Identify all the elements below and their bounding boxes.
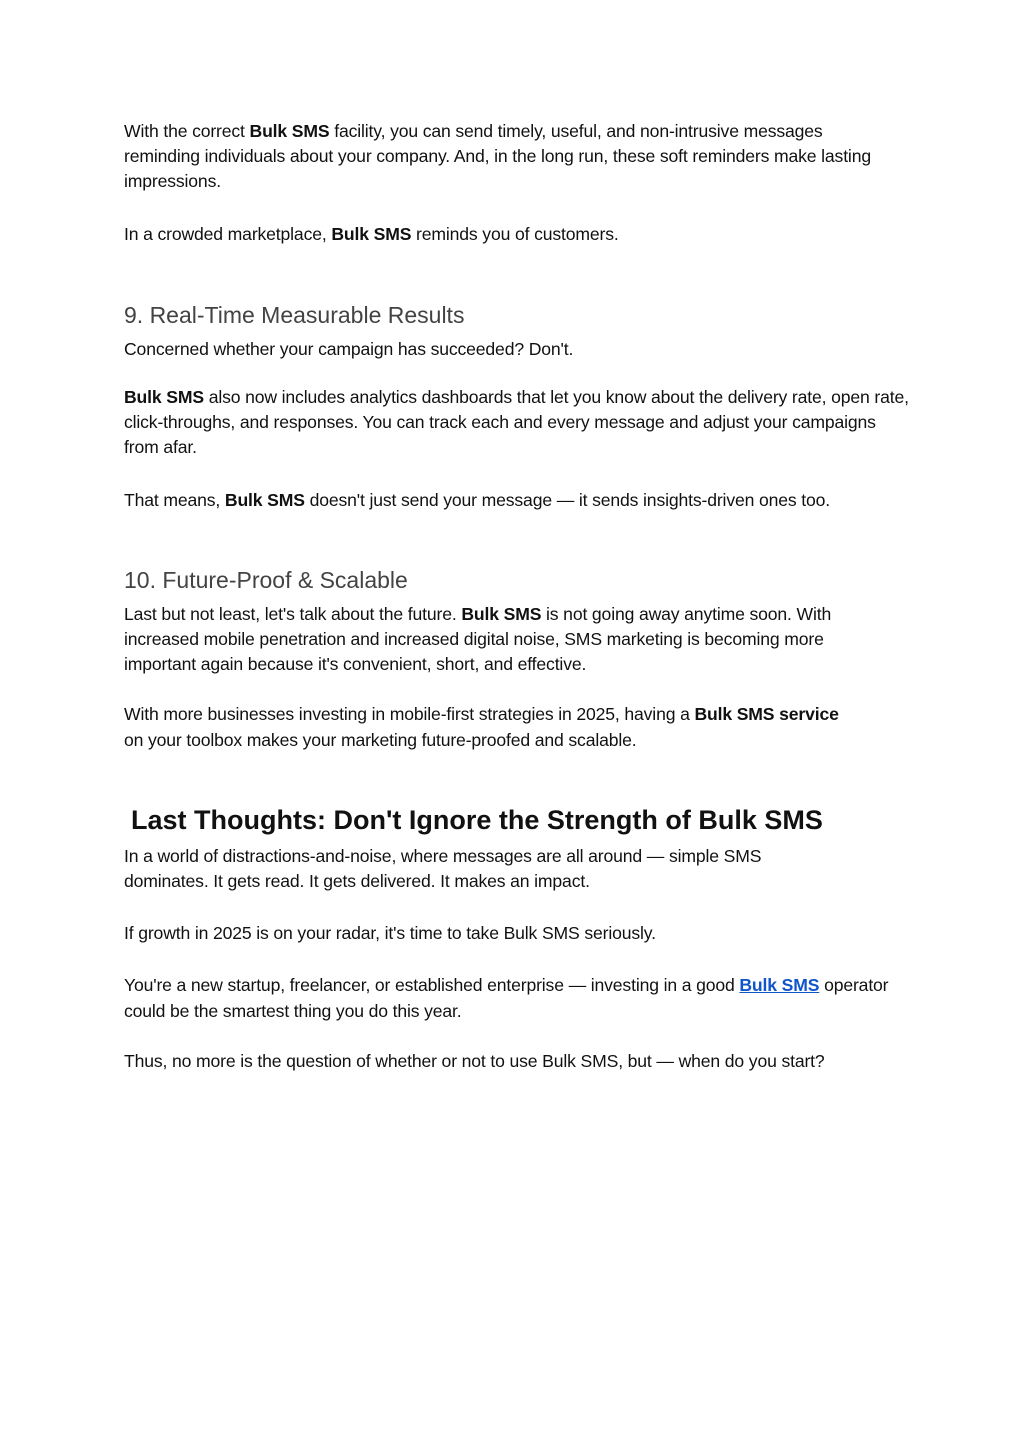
section-10-paragraph-2: With more businesses investing in mobile-first strategies in 2025, having a Bulk SMS service on your toolbox makes your marketing future-proofed and scalable. [124, 704, 839, 750]
conclusion-paragraph-4: Thus, no more is the question of whether or not to use Bulk SMS, but — when do you start? [124, 1050, 825, 1071]
section-10-heading: 10. Future-Proof & Scalable [124, 566, 408, 593]
conclusion-paragraph-1: In a world of distractions-and-noise, where messages are all around — simple SMS dominates. It gets read. It gets delivered. It makes an impact. [124, 845, 762, 892]
bulk-sms-link[interactable]: Bulk SMS [739, 975, 820, 996]
conclusion-paragraph-2: If growth in 2025 is on your radar, it's time to take Bulk SMS seriously. [124, 923, 656, 944]
intro-paragraph-1: With the correct Bulk SMS facility, you can send timely, useful, and non-intrusive messages reminding individuals about your company. And, in the long run, these soft reminders make lasting impressions. [124, 121, 871, 192]
section-9-paragraph-2: Bulk SMS also now includes analytics dashboards that let you know about the delivery rate, open rate, click-throughs, and responses. You can track each and every message and adjust your campaigns from afar. [124, 387, 909, 458]
conclusion-paragraph-3: You're a new startup, freelancer, or established enterprise — investing in a good Bulk SMS operator could be the smartest thing you do this year. [124, 975, 889, 1021]
document-page [124, 119, 909, 1074]
section-10-paragraph-1: Last but not least, let's talk about the future. Bulk SMS is not going away anytime soon. With increased mobile penetration and increased digital noise, SMS marketing is becoming more important again because it's convenient, short, and effective. [124, 603, 832, 675]
intro-paragraph-2: In a crowded marketplace, Bulk SMS reminds you of customers. [124, 223, 619, 244]
conclusion-heading: Last Thoughts: Don't Ignore the Strength of Bulk SMS [131, 804, 823, 835]
section-9-paragraph-3: That means, Bulk SMS doesn't just send your message — it sends insights-driven ones too. [124, 489, 831, 510]
section-9-paragraph-1: Concerned whether your campaign has succeeded? Don't. [124, 338, 574, 359]
section-9-heading: 9. Real-Time Measurable Results [124, 301, 465, 328]
